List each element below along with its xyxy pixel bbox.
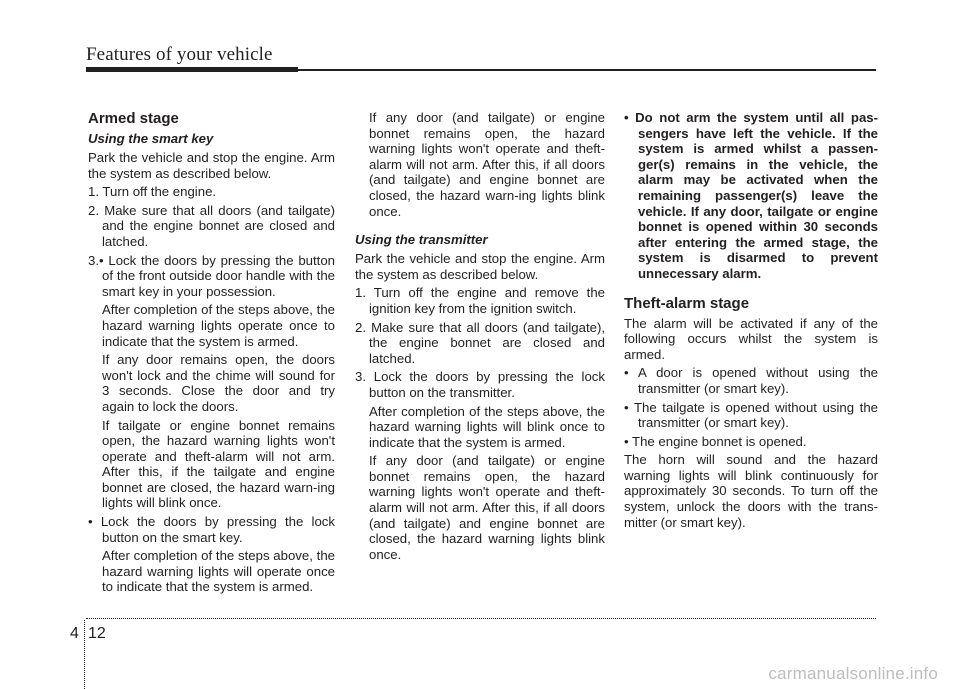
step-3: 3.• Lock the doors by pressing the button of the front outside door handle with the smart key in your possession.: [88, 252, 335, 299]
bullet-bonnet: • The engine bonnet is opened.: [624, 433, 807, 449]
section-number: 4: [70, 625, 79, 642]
step-3-note-a: After completion of the steps above, the hazard warning lights operate once to indicate that the system is armed.: [102, 302, 335, 349]
column-left: [88, 110, 335, 598]
bullet-lock-button: • Lock the doors by pressing the lock button on the smart key.: [88, 514, 335, 545]
step-3: 3. Lock the doors by pressing the lock button on the transmitter.: [355, 369, 605, 400]
warning-bullet: • Do not arm the system until all pas-sengers have left the vehicle. If the system is armed whilst a passen-ger(s) remains in the vehicle, the alarm may be activated when the remaining passenger(s) leave the vehicle. If any door, tailgate or engine bonnet is opened within 30 seconds after entering the armed stage, the system is disarmed to prevent unnecessary alarm.: [624, 110, 878, 281]
heading-armed-stage: Armed stage: [88, 110, 179, 127]
header-rule-thin: [298, 69, 876, 71]
step-3-note-c: If tailgate or engine bonnet remains open, the hazard warning lights won't operate and theft-alarm will not arm. After this, if the tailgate and engine bonnet are closed, the hazard warn-ing lights will blink once.: [102, 417, 335, 511]
column-right: [624, 110, 878, 533]
step-2: 2. Make sure that all doors (and tailgate) and the engine bonnet are closed and latched.: [88, 202, 335, 249]
page-number: 12: [88, 625, 106, 642]
paragraph-intro: Park the vehicle and stop the engine. Arm the system as described below.: [88, 150, 335, 181]
step-2: 2. Make sure that all doors (and tailgate), the engine bonnet are closed and latched.: [355, 319, 605, 366]
bullet-tailgate: • The tailgate is opened without using the transmitter (or smart key).: [624, 399, 878, 431]
step-3-note-b: If any door remains open, the doors won't lock and the chime will sound for 3 seconds. Close the door and try again to lock the doors.: [102, 352, 335, 414]
step-1: 1. Turn off the engine.: [88, 184, 217, 200]
header-rule-thick: [86, 67, 298, 72]
subheading-smart-key: Using the smart key: [88, 131, 214, 146]
subheading-transmitter: Using the transmitter: [355, 232, 488, 248]
carryover-note: If any door (and tailgate) or engine bonnet remains open, the hazard warning lights won't operate and theft-alarm will not arm. After this, if all doors (and tailgate) and engine bonnet are closed, the hazard warn-ing lights blink once.: [369, 110, 605, 219]
column-middle: [355, 110, 605, 565]
step-3-note-b: If any door (and tailgate) or engine bonnet remains open, the hazard warning lights won't operate and theft-alarm will not arm. After this, if all doors (and tailgate) and engine bonnet are closed, the hazard warning lights blink once.: [369, 453, 605, 562]
footer-rule: [86, 618, 876, 619]
paragraph-intro: Park the vehicle and stop the engine. Arm the system as described below.: [355, 251, 605, 282]
bullet-lock-button-note: After completion of the steps above, the hazard warning lights will operate once to indicate that the system is armed.: [102, 548, 335, 595]
paragraph-intro: The alarm will be activated if any of the following occurs whilst the system is armed.: [624, 315, 878, 362]
page-header-title: Features of your vehicle: [86, 44, 273, 65]
footer-divider: [84, 620, 85, 689]
paragraph-horn: The horn will sound and the hazard warning lights will blink continuously for approximately 30 seconds. To turn off the system, unlock the doors with the trans-mitter (or smart key).: [624, 452, 878, 530]
heading-theft-alarm-stage: Theft-alarm stage: [624, 294, 750, 312]
watermark: carmanualsonline.info: [768, 664, 938, 683]
bullet-door: • A door is opened without using the transmitter (or smart key).: [624, 365, 878, 396]
step-3-note-a: After completion of the steps above, the hazard warning lights will blink once to indicate that the system is armed.: [369, 403, 605, 450]
step-1: 1. Turn off the engine and remove the ignition key from the ignition switch.: [355, 285, 605, 316]
